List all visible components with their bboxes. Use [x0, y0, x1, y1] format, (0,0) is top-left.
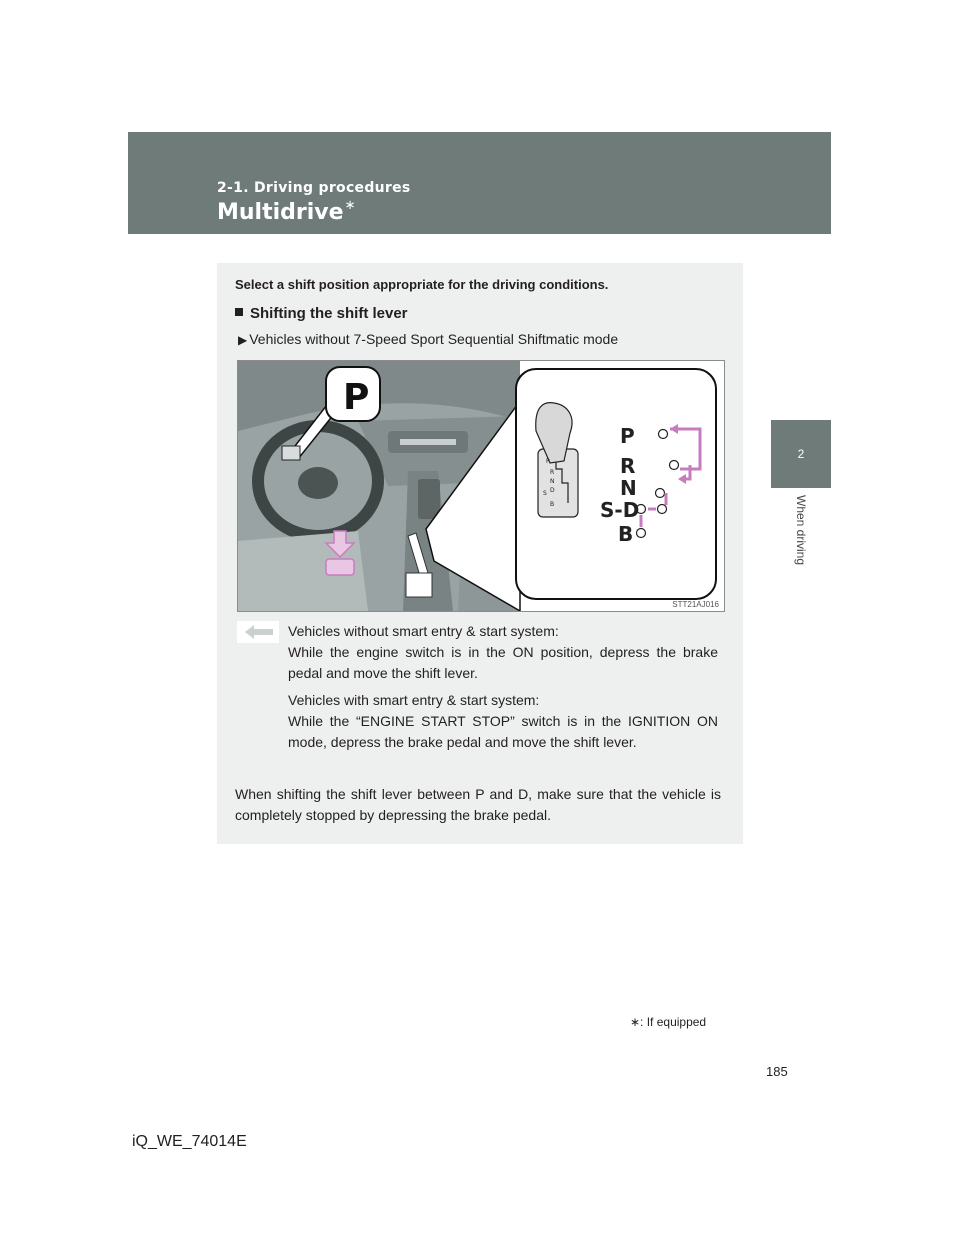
gate-letter-r: R	[550, 469, 555, 476]
page-title	[217, 198, 355, 225]
legend-arrow-box	[237, 621, 279, 643]
content-panel	[217, 263, 743, 844]
legend-line-3: Vehicles with smart entry & start system:	[288, 692, 540, 708]
brake-pedal	[326, 559, 354, 575]
gate-letter-n: N	[550, 478, 555, 485]
page-title-text: Multidrive	[217, 200, 344, 225]
gate-letter-d: D	[550, 487, 555, 494]
if-equipped-mark: ∗	[344, 198, 356, 213]
variant-label	[238, 331, 618, 347]
variant-text: Vehicles without 7-Speed Sport Sequential Shiftmatic mode	[249, 331, 619, 347]
gate-letter-p: P	[546, 458, 550, 465]
chapter-label: When driving	[794, 495, 808, 566]
left-arrow-icon	[237, 621, 279, 643]
gate-letter-b: B	[550, 501, 555, 508]
intro-text: Select a shift position appropriate for the driving conditions.	[235, 277, 609, 292]
position-n: N	[620, 476, 637, 500]
gate-letter-s: S	[543, 490, 547, 497]
triangle-bullet-icon: ▶	[238, 333, 248, 347]
square-bullet-icon	[235, 308, 243, 316]
subheading	[235, 305, 408, 322]
position-s-d: S-D	[600, 498, 640, 522]
header-bar	[128, 132, 831, 234]
legend-line-2: While the engine switch is in the ON position, depress the brake pedal and move the shift lever.	[288, 644, 718, 681]
chapter-tab[interactable]: 2	[771, 420, 831, 488]
closing-paragraph: When shifting the shift lever between P and D, make sure that the vehicle is completely stopped by depressing the brake pedal.	[235, 786, 721, 823]
subheading-text: Shifting the shift lever	[250, 305, 408, 322]
figure-callout-letter: P	[343, 377, 370, 418]
figure-code: STT21AJ016	[672, 600, 719, 609]
cabin-illustration	[238, 361, 724, 611]
legend-line-1: Vehicles without smart entry & start system:	[288, 623, 559, 639]
legend-line-4: While the “ENGINE START STOP” switch is in the IGNITION ON mode, depress the brake pedal and move the shift lever.	[288, 713, 718, 750]
footnote: ∗: If equipped	[630, 1015, 707, 1029]
shift-lever-figure	[237, 360, 725, 612]
section-label: 2-1. Driving procedures	[217, 180, 411, 196]
position-r: R	[620, 454, 636, 478]
document-code: iQ_WE_74014E	[132, 1133, 247, 1150]
page-number: 185	[766, 1064, 788, 1079]
position-b: B	[618, 522, 634, 546]
legend-text	[288, 621, 718, 759]
position-p: P	[620, 424, 635, 448]
